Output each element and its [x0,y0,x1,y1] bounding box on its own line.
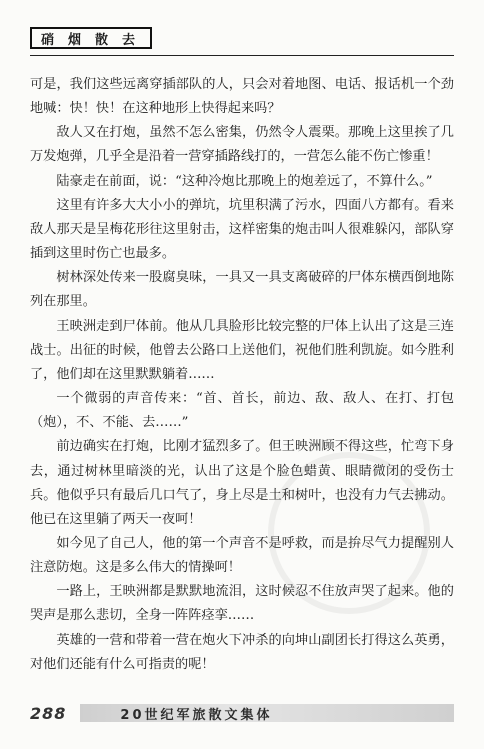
paragraph-9: 如今见了自己人，他的第一个声音不是呼救，而是拚尽气力提醒别人注意防炮。这是多么伟大的情操呵！ [30,535,454,576]
body-text [30,73,454,677]
running-title: 硝烟散去 [30,27,152,49]
paragraph-5: 树林深处传来一股腐臭味，一具又一具支离破碎的尸体东横西倒地陈列在那里。 [30,270,454,310]
paragraph-4: 这里有许多大大小小的弹坑，坑里积满了污水，四面八方都有。看来敌人那天是呈梅花形往这里射击，这样密集的炮击叫人很难躲闪，部队穿插到这里时伤亡也最多。 [30,197,454,262]
book-title: 20世纪军旅散文集体 [120,707,273,723]
paragraph-3: 陆豪走在前面，说：“这种冷炮比那晚上的炮差远了，不算什么。” [56,173,433,189]
page-footer [30,702,454,724]
paragraph-6: 王映洲走到尸体前。他从几具脸形比较完整的尸体上认出了这是三连战士。出征的时候，他曾去公路口上送他们，祝他们胜利凯旋。如今胜利了，他们却在这里默默躺着…… [30,318,454,382]
page-number: 288 [30,703,67,723]
paragraph-8: 前边确实在打炮，比刚才猛烈多了。但王映洲顾不得这些，忙弯下身去，通过树林里暗淡的光，认出了这是个脸色蜡黄、眼睛微闭的受伤士兵。他似乎只有最后几口气了，身上尽是土和树叶，也没有力气去拂动。他已在这里躺了两天一夜呵！ [30,439,454,527]
paragraph-1: 可是，我们这些远离穿插部队的人，只会对着地图、电话、报话机一个劲地喊：快！快！在这种地形上快得起来吗？ [30,77,454,117]
header-rule [30,55,454,56]
paragraph-7: 一个微弱的声音传来：“首、首长，前边、敌、敌人、在打、打包（炮），不、不能、去……” [30,391,454,431]
paragraph-2: 敌人又在打炮，虽然不怎么密集，仍然令人震栗。那晚上这里挨了几万发炮弹，几乎全是沿着一营穿插路线打的，一营怎么能不伤亡惨重！ [30,125,454,165]
footer-band [80,704,454,722]
paragraph-11: 英雄的一营和带着一营在炮火下冲杀的向坤山副团长打得这么英勇，对他们还能有什么可指责的呢！ [30,632,454,672]
paragraph-10: 一路上，王映洲都是默默地流泪，这时候忍不住放声哭了起来。他的哭声是那么悲切，全身一阵阵痉挛…… [30,584,454,624]
